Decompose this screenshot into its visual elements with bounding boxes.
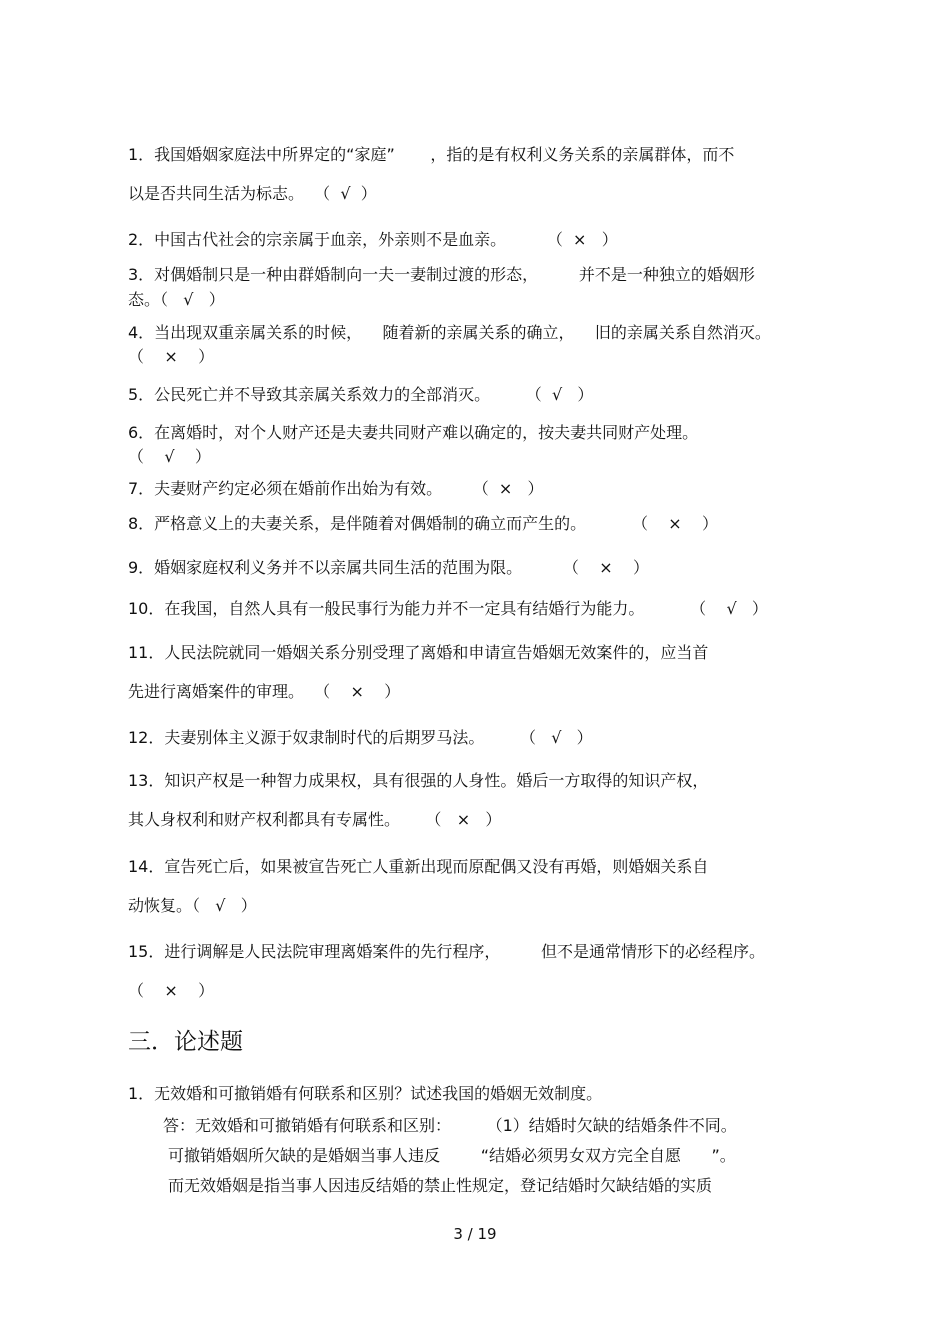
q12-line: 12．夫妻别体主义源于奴隶制时代的后期罗马法。 （ √ ） bbox=[128, 728, 593, 747]
q13-line-2: 其人身权利和财产权利都具有专属性。 （ × ） bbox=[128, 810, 502, 829]
section-heading: 三．论述题 bbox=[128, 1029, 243, 1055]
q14-line-1: 14．宣告死亡后，如果被宣告死亡人重新出现而原配偶又没有再婚，则婚姻关系自 bbox=[128, 857, 709, 876]
q6-line-1: 6．在离婚时，对个人财产还是夫妻共同财产难以确定的，按夫妻共同财产处理。 bbox=[128, 423, 699, 442]
q5-line: 5．公民死亡并不导致其亲属关系效力的全部消灭。 （ √ ） bbox=[128, 385, 594, 404]
q3-line-1: 3．对偶婚制只是一种由群婚制向一夫一妻制过渡的形态， 并不是一种独立的婚姻形 bbox=[128, 265, 755, 284]
q15-line-1: 15．进行调解是人民法院审理离婚案件的先行程序， 但不是通常情形下的必经程序。 bbox=[128, 942, 766, 961]
q1-line-1: 1．我国婚姻家庭法中所界定的“家庭” ，指的是有权利义务关系的亲属群体，而不 bbox=[128, 145, 735, 164]
q13-line-1: 13．知识产权是一种智力成果权，具有很强的人身性。婚后一方取得的知识产权， bbox=[128, 771, 709, 790]
q2-line: 2．中国古代社会的宗亲属于血亲，外亲则不是血亲。 （ × ） bbox=[128, 230, 618, 249]
q8-line: 8．严格意义上的夫妻关系，是伴随着对偶婚制的确立而产生的。 （ × ） bbox=[128, 514, 719, 533]
q4-line-2: （ × ） bbox=[128, 347, 215, 366]
essay-1-answer-line-2: 可撤销婚姻所欠缺的是婚姻当事人违反 “结婚必须男女双方完全自愿 ”。 bbox=[168, 1146, 736, 1165]
q6-line-2: （ √ ） bbox=[128, 447, 211, 466]
page-number: 3 / 19 bbox=[453, 1225, 497, 1243]
q10-line: 10．在我国，自然人具有一般民事行为能力并不一定具有结婚行为能力。 （ √ ） bbox=[128, 599, 768, 618]
essay-1-answer-line-1: 答：无效婚和可撤销婚有何联系和区别： （1）结婚时欠缺的结婚条件不同。 bbox=[163, 1116, 737, 1135]
q3-line-2: 态。（ √ ） bbox=[128, 290, 225, 309]
q11-line-2: 先进行离婚案件的审理。 （ × ） bbox=[128, 682, 401, 701]
q14-line-2: 动恢复。（ √ ） bbox=[128, 896, 257, 915]
q7-line: 7．夫妻财产约定必须在婚前作出始为有效。 （ × ） bbox=[128, 479, 544, 498]
q9-line: 9．婚姻家庭权利义务并不以亲属共同生活的范围为限。 （ × ） bbox=[128, 558, 649, 577]
essay-1-answer-line-3: 而无效婚姻是指当事人因违反结婚的禁止性规定，登记结婚时欠缺结婚的实质 bbox=[168, 1176, 713, 1195]
q4-line-1: 4．当出现双重亲属关系的时候， 随着新的亲属关系的确立， 旧的亲属关系自然消灭。 bbox=[128, 323, 771, 342]
q11-line-1: 11．人民法院就同一婚姻关系分别受理了离婚和申请宣告婚姻无效案件的，应当首 bbox=[128, 643, 709, 662]
essay-1-question: 1．无效婚和可撤销婚有何联系和区别？试述我国的婚姻无效制度。 bbox=[128, 1084, 603, 1103]
q1-line-2: 以是否共同生活为标志。 （ √ ） bbox=[128, 184, 377, 203]
q15-line-2: （ × ） bbox=[128, 981, 215, 1000]
